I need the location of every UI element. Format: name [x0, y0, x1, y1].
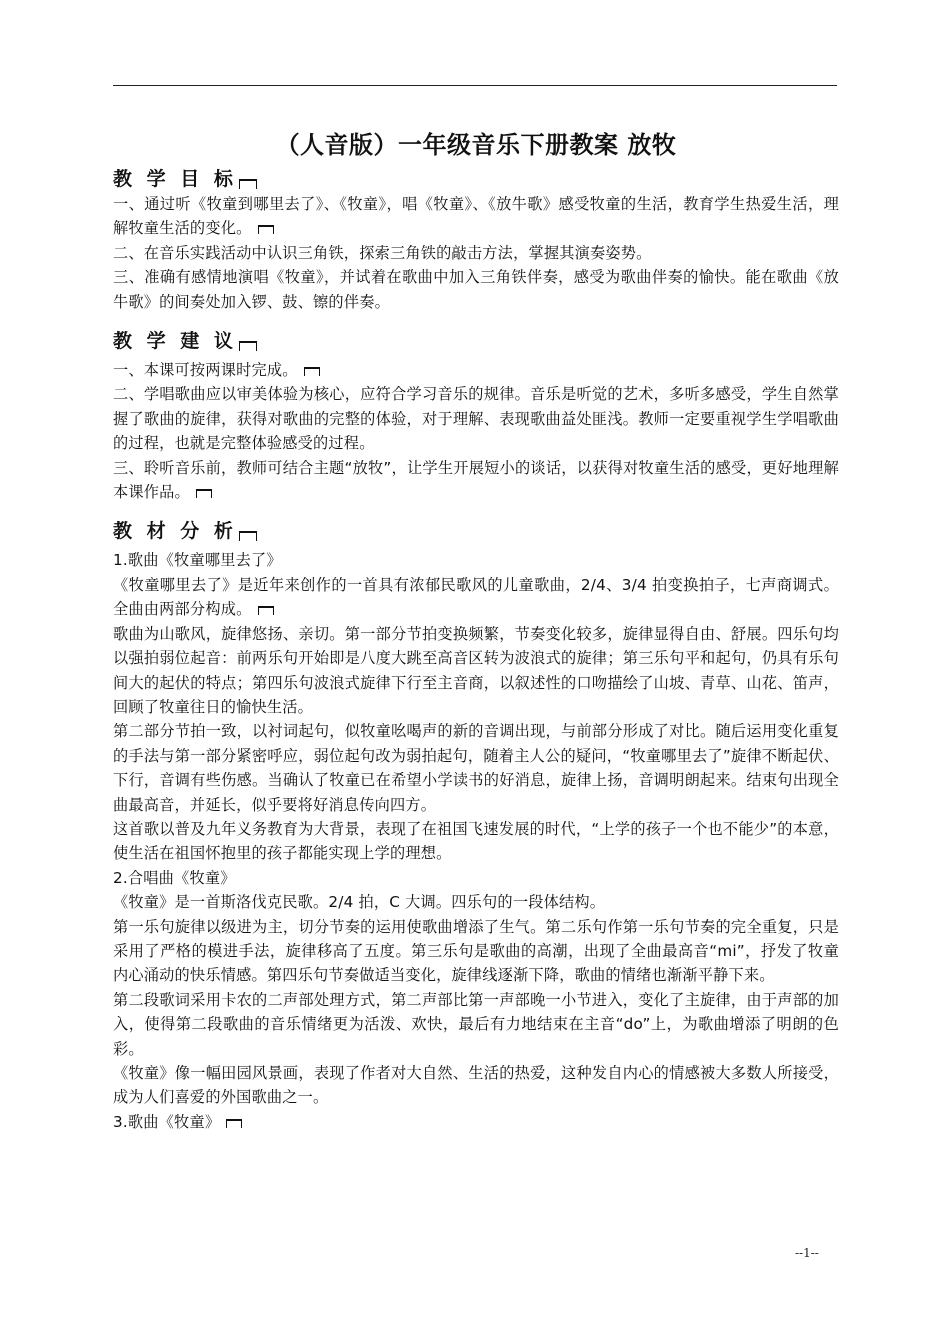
paragraph-text: 一、通过听《牧童到哪里去了》、《牧童》，唱《牧童》、《放牛歌》感受牧童的生活，教育学生热爱生活，理解牧童生活的变化。 [113, 195, 839, 238]
paragraph-text: 3.歌曲《牧童》 [113, 1112, 221, 1131]
paragraph: 第一乐句旋律以级进为主，切分节奏的运用使歌曲增添了生气。第二乐句作第一乐句节奏的完全重复，只是采用了严格的模进手法，旋律移高了五度。第三乐句是歌曲的高潮，出现了全曲最高音“mi”，抒发了牧童内心涌动的快乐情感。第四乐句节奏做适当变化，旋律线逐渐下降，歌曲的情绪也渐渐平静下来。 [113, 917, 839, 985]
paragraph: 歌曲为山歌风，旋律悠扬、亲切。第一部分节拍变换频繁，节奏变化较多，旋律显得自由、舒展。四乐句均以强拍弱位起音：前两乐句开始即是八度大跳至高音区转为波浪式的旋律；第三乐句平和起句，仍具有乐句间大的起伏的特点；第四乐句波浪式旋律下行至主音商，以叙述性的口吻描绘了山坡、青草、山花、笛声，回顾了牧童往日的愉快生活。 [113, 624, 839, 716]
paragraph-mark-icon [239, 179, 257, 189]
paragraph-mark-icon [226, 1119, 242, 1128]
section-heading-text: 教 材 分 析 [113, 520, 237, 543]
paragraph: 第二部分节拍一致，以衬词起句，似牧童吆喝声的新的音调出现，与前部分形成了对比。随后运用变化重复的手法与第一部分紧密呼应，弱位起句改为弱拍起句，随着主人公的疑问，“牧童哪里去了”旋律不断起伏、下行，音调有些伤感。当确认了牧童已在希望小学读书的好消息，旋律上扬，音调明朗起来。结束句出现全曲最高音，并延长，似乎要将好消息传向四方。 [113, 722, 839, 814]
paragraph [113, 358, 839, 382]
paragraph: 《牧童》像一幅田园风景画，表现了作者对大自然、生活的热爱，这种发自内心的情感被大多数人所接受，成为人们喜爱的外国歌曲之一。 [113, 1064, 839, 1107]
header-rule [113, 85, 837, 86]
document-title: （人音版）一年级音乐下册教案 放牧 [275, 131, 677, 159]
page-number: --1-- [795, 1246, 819, 1260]
paragraph-mark-icon [239, 341, 257, 351]
paragraph-text: 《牧童哪里去了》是近年来创作的一首具有浓郁民歌风的儿童歌曲，2/4、3/4 拍变换拍子，七声商调式。全曲由两部分构成。 [113, 575, 839, 619]
paragraph-mark-icon [239, 531, 257, 541]
document-body [113, 128, 839, 1134]
paragraph: 二、学唱歌曲应以审美体验为核心，应符合学习音乐的规律。音乐是听觉的艺术，多听多感受，学生自然掌握了歌曲的旋律，获得对歌曲的完整的体验，对于理解、表现歌曲益处匪浅。教师一定要重视学生学唱歌曲的过程，也就是完整体验感受的过程。 [113, 385, 839, 453]
paragraph [113, 192, 839, 241]
paragraph: 第二段歌词采用卡农的二声部处理方式，第二声部比第一声部晚一小节进入，变化了主旋律，由于声部的加入，使得第二段歌曲的音乐情绪更为活泼、欢快，最后有力地结束在主音“do”上，为歌曲增添了明朗的色彩。 [113, 990, 839, 1058]
section-heading-analysis [113, 518, 839, 544]
paragraph-mark-icon [258, 606, 274, 615]
paragraph-mark-icon [196, 489, 212, 498]
paragraph: 《牧童》是一首斯洛伐克民歌。2/4 拍，C 大调。四乐句的一段体结构。 [113, 893, 606, 912]
paragraph-mark-icon [304, 367, 320, 376]
section-heading-text: 教 学 目 标 [113, 168, 237, 190]
paragraph: 这首歌以普及九年义务教育为大背景，表现了在祖国飞速发展的时代，“上学的孩子一个也不能少”的本意，使生活在祖国怀抱里的孩子都能实现上学的理想。 [113, 819, 839, 863]
paragraph [113, 573, 839, 622]
subheading: 2.合唱曲《牧童》 [113, 868, 236, 887]
section-heading-goals [113, 166, 839, 192]
section-heading-text: 教 学 建 议 [113, 330, 237, 353]
section-heading-suggestions [113, 328, 839, 354]
paragraph-text: 一、本课可按两课时完成。 [113, 361, 298, 380]
paragraph [113, 456, 839, 505]
paragraph-mark-icon [258, 225, 274, 234]
subheading [113, 1110, 839, 1134]
subheading: 1.歌曲《牧童哪里去了》 [113, 551, 282, 570]
paragraph: 三、准确有感情地演唱《牧童》，并试着在歌曲中加入三角铁伴奏，感受为歌曲伴奏的愉快。能在歌曲《放牛歌》的间奏处加入锣、鼓、镲的伴奏。 [113, 268, 839, 311]
paragraph-text: 三、聆听音乐前，教师可结合主题“放牧”，让学生开展短小的谈话，以获得对牧童生活的感受，更好地理解本课作品。 [113, 458, 839, 502]
paragraph: 二、在音乐实践活动中认识三角铁，探索三角铁的敲击方法，掌握其演奏姿势。 [113, 243, 652, 262]
